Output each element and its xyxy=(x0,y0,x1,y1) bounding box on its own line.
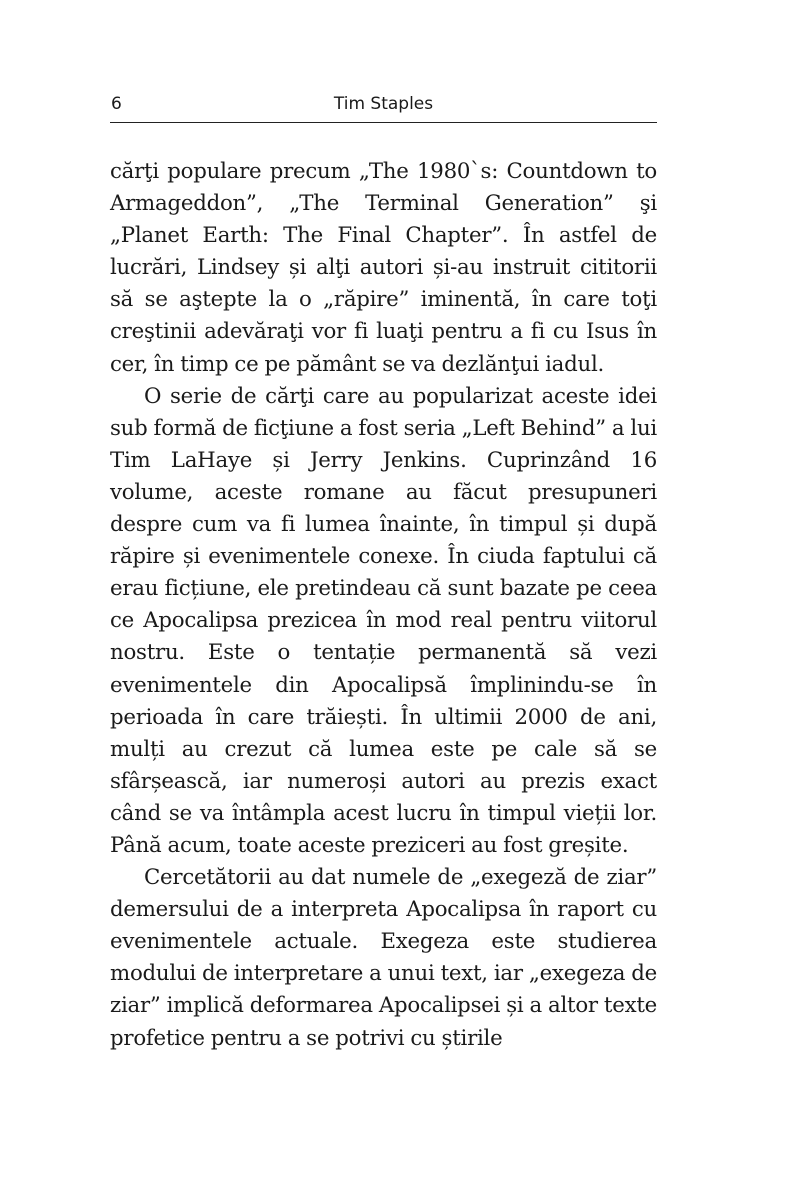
page-header xyxy=(110,92,657,123)
paragraph: Cercetătorii au dat numele de „exegeză de ziar” demersului de a interpreta Apocalipsa în raport cu evenimentele actuale. Exegeza este studierea modului de interpretare a unui text, iar „exegeza de ziar” implică deformarea Apocalipsei și a altor texte profetice pentru a se potrivi cu știrile xyxy=(110,865,657,1051)
page-number: 6 xyxy=(111,94,122,114)
body-text xyxy=(110,156,657,1055)
running-head: Tim Staples xyxy=(333,94,434,114)
paragraph: O serie de cărţi care au popularizat aceste idei sub formă de ficţiune a fost seria „Left Behind” a lui Tim LaHaye și Jerry Jenkins. Cuprinzând 16 volume, aceste romane au făcut presupuneri despre cum va fi lumea înainte, în timpul și după răpire și evenimentele conexe. În ciuda faptului că erau ficțiune, ele pretindeau că sunt bazate pe ceea ce Apocalipsa prezicea în mod real pentru viitorul nostru. Este o tentație permanentă să vezi evenimentele din Apocalipsă împlinindu-se în perioada în care trăiești. În ultimii 2000 de ani, mulți au crezut că lumea este pe cale să se sfârșească, iar numeroși autori au prezis exact când se va întâmpla acest lucru în timpul vieții lor. Până acum, toate aceste preziceri au fost greșite. xyxy=(110,383,657,858)
paragraph: cărţi populare precum „The 1980`s: Countdown to Armageddon”, „The Terminal Generation” şi „Planet Earth: The Final Chapter”. În astfel de lucrări, Lindsey și alţi autori și-au instruit cititorii să se aştepte la o „răpire” iminentă, în care toţi creştinii adevăraţi vor fi luaţi pentru a fi cu Isus în cer, în timp ce pe pământ se va dezlănţui iadul. xyxy=(110,159,657,377)
